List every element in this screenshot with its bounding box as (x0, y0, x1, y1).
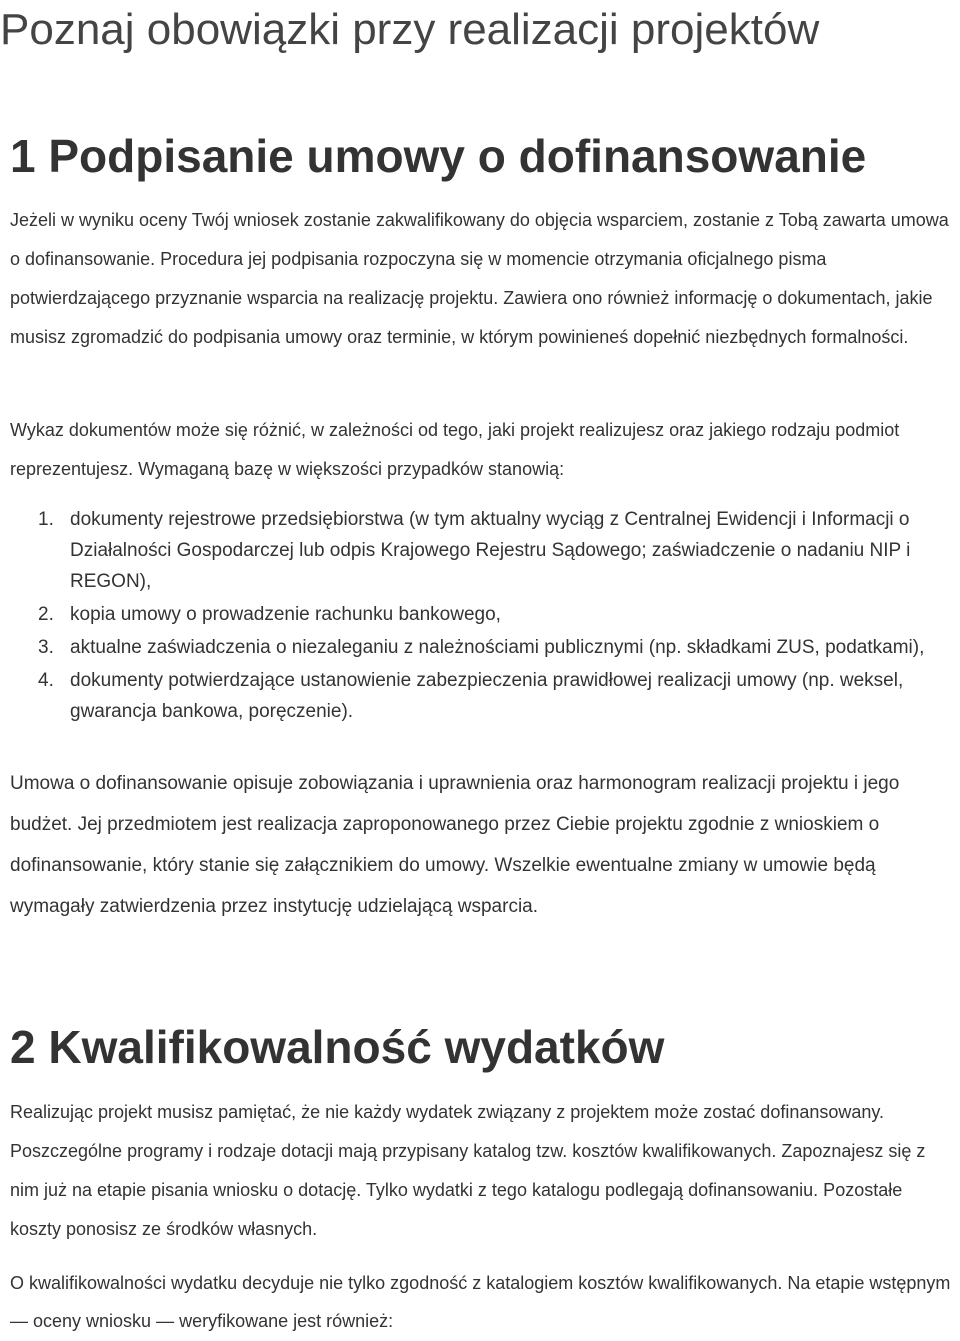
list-item-text: dokumenty rejestrowe przedsiębiorstwa (w tym aktualny wyciąg z Centralnej Ewidencji i Informacji o Działalności Gospodarczej lub odpis Krajowego Rejestru Sądowego; zaświadczenie o nadaniu NIP i REGON), (70, 509, 911, 592)
required-documents-list (10, 504, 940, 729)
section-1-paragraph-3: Umowa o dofinansowanie opisuje zobowiązania i uprawnienia oraz harmonogram realizacji projektu i jego budżet. Jej przedmiotem jest realizacja zaproponowanego przez Ciebie projektu zgodnie z wnioskiem o dofinansowanie, który stanie się załącznikiem do umowy. Wszelkie ewentualne zmiany w umowie będą wymagały zatwierdzenia przez instytucję udzielającą wsparcia. (10, 773, 900, 917)
list-item (10, 632, 940, 663)
section-1-paragraph-2: Wykaz dokumentów może się różnić, w zależności od tego, jaki projekt realizujesz oraz jakiego rodzaju podmiot reprezentujesz. Wymaganą bazę w większości przypadków stanowią: (10, 420, 900, 479)
page-title: Poznaj obowiązki przy realizacji projektów (0, 5, 820, 54)
section-2-paragraph-1: Realizując projekt musisz pamiętać, że nie każdy wydatek związany z projektem może zostać dofinansowany. Poszczególne programy i rodzaje dotacji mają przypisany katalog tzw. kosztów kwalifikowanych. Zapoznajesz się z nim już na etapie pisania wniosku o dotację. Tylko wydatki z tego katalogu podlegają dofinansowaniu. Pozostałe koszty ponosisz ze środków własnych. (10, 1102, 926, 1239)
list-item (10, 504, 940, 597)
list-item-number: 4. (38, 670, 54, 691)
section-1-heading: 1 Podpisanie umowy o dofinansowanie (10, 130, 867, 182)
list-item-text: aktualne zaświadczenia o niezaleganiu z należnościami publicznymi (np. składkami ZUS, podatkami), (70, 637, 925, 658)
list-item (10, 665, 940, 727)
list-item-text: dokumenty potwierdzające ustanowienie zabezpieczenia prawidłowej realizacji umowy (np. weksel, gwarancja bankowa, poręczenie). (70, 670, 904, 722)
section-2-heading: 2 Kwalifikowalność wydatków (10, 1021, 665, 1073)
list-item-number: 2. (38, 604, 54, 625)
section-2-paragraph-2: O kwalifikowalności wydatku decyduje nie tylko zgodność z katalogiem kosztów kwalifikowanych. Na etapie wstępnym — oceny wniosku — weryfikowane jest również: (10, 1273, 951, 1331)
section-1-paragraph-1: Jeżeli w wyniku oceny Twój wniosek zostanie zakwalifikowany do objęcia wsparciem, zostanie z Tobą zawarta umowa o dofinansowanie. Procedura jej podpisania rozpoczyna się w momencie otrzymania oficjalnego pisma potwierdzającego przyznanie wsparcia na realizację projektu. Zawiera ono również informację o dokumentach, jakie musisz zgromadzić do podpisania umowy oraz terminie, w którym powinieneś dopełnić niezbędnych formalności. (10, 210, 949, 347)
list-item-number: 1. (38, 509, 54, 530)
list-item-text: kopia umowy o prowadzenie rachunku bankowego, (70, 604, 501, 625)
list-item-number: 3. (38, 637, 54, 658)
list-item (10, 599, 940, 630)
